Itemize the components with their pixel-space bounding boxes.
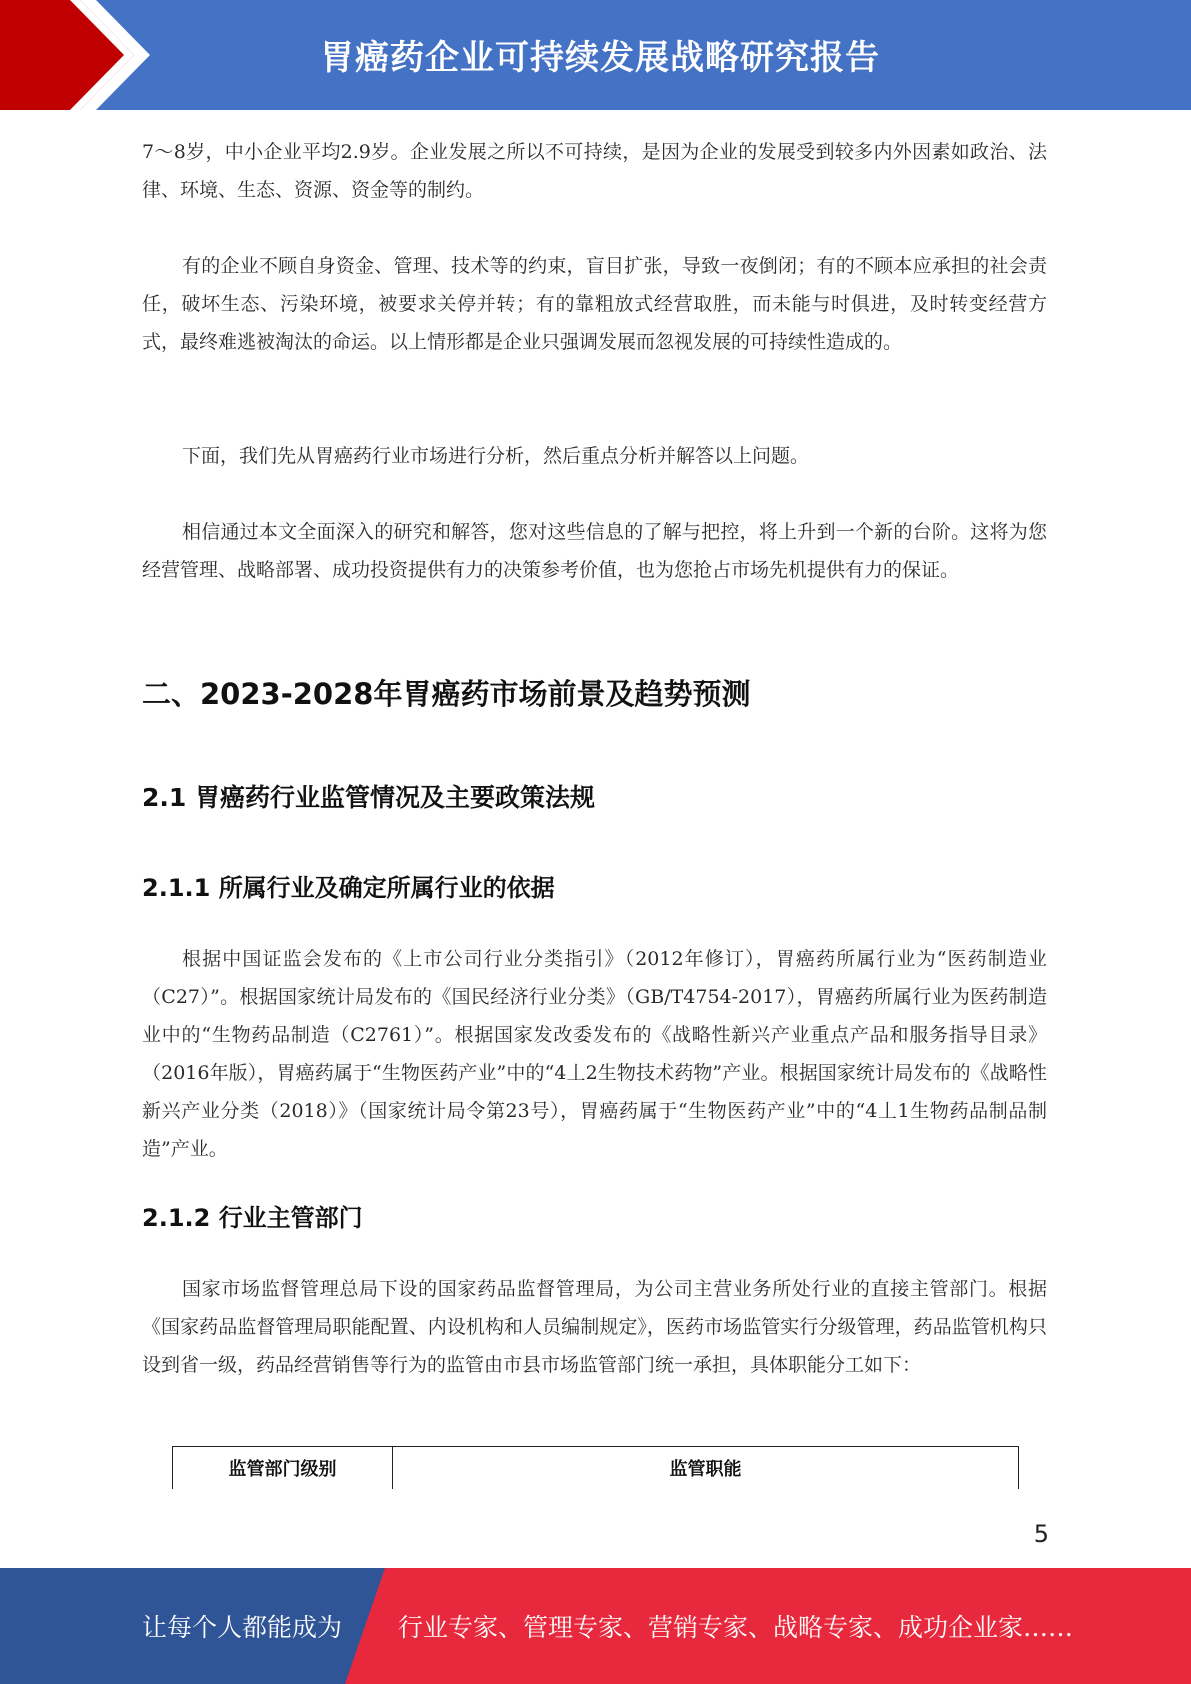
subsection-title: 2.1.2 行业主管部门 xyxy=(142,1204,363,1232)
regulation-table xyxy=(172,1446,1019,1489)
footer-slogan-left: 让每个人都能成为 xyxy=(142,1613,343,1642)
intro-paragraph-2 xyxy=(142,247,1047,361)
page-header xyxy=(0,0,1191,110)
paragraph-text: 相信通过本文全面深入的研究和解答，您对这些信息的了解与把控，将上升到一个新的台阶。这将为您经营管理、战略部署、成功投资提供有力的决策参考价值，也为您抢占市场先机提供有力的保证。 xyxy=(142,521,1047,581)
paragraph-text: 下面，我们先从胃癌药行业市场进行分析，然后重点分析并解答以上问题。 xyxy=(182,445,810,467)
page-number: 5 xyxy=(1033,1520,1049,1548)
paragraph-2-1-1 xyxy=(142,940,1047,1168)
paragraph-text: 7～8岁，中小企业平均2.9岁。企业发展之所以不可持续，是因为企业的发展受到较多内外因素如政治、法律、环境、生态、资源、资金等的制约。 xyxy=(142,141,1047,201)
page-footer xyxy=(0,1568,1191,1684)
intro-paragraph-4 xyxy=(142,513,1047,589)
intro-paragraph-3 xyxy=(142,437,1047,475)
subsection-heading-2-1-2 xyxy=(142,1198,1047,1233)
intro-paragraph-1 xyxy=(142,133,1047,209)
paragraph-text: 根据中国证监会发布的《上市公司行业分类指引》（2012年修订），胃癌药所属行业为“医药制造业（C27）”。根据国家统计局发布的《国民经济行业分类》（GB/T4754-2017），胃癌药所属行业为医药制造业中的“生物药品制造（C2761）”。根据国家发改委发布的《战略性新兴产业重点产品和服务指导目录》（2016年版），胃癌药属于“生物医药产业”中的“4丄2生物技术药物”产业。根据国家统计局发布的《战略性新兴产业分类（2018）》（国家统计局令第23号），胃癌药属于“生物医药产业”中的“4丄1生物药品制品制造”产业。 xyxy=(142,948,1047,1160)
table-header-row xyxy=(173,1447,1019,1490)
report-title: 胃癌药企业可持续发展战略研究报告 xyxy=(320,38,880,78)
table-header-level: 监管部门级别 xyxy=(173,1447,393,1490)
section-heading-2 xyxy=(142,672,1047,713)
subsection-heading-2-1-1 xyxy=(142,868,1047,903)
paragraph-2-1-2 xyxy=(142,1270,1047,1384)
subsection-title: 2.1 胃癌药行业监管情况及主要政策法规 xyxy=(142,783,595,812)
subsection-title: 2.1.1 所属行业及确定所属行业的依据 xyxy=(142,874,555,902)
table-header-function: 监管职能 xyxy=(393,1447,1019,1490)
subsection-heading-2-1 xyxy=(142,778,1047,814)
paragraph-text: 有的企业不顾自身资金、管理、技术等的约束，盲目扩张，导致一夜倒闭；有的不顾本应承担的社会责任，破坏生态、污染环境，被要求关停并转；有的靠粗放式经营取胜，而未能与时俱进，及时转变经营方式，最终难逃被淘汰的命运。以上情形都是企业只强调发展而忽视发展的可持续性造成的。 xyxy=(142,255,1047,353)
footer-slogan-right: 行业专家、管理专家、营销专家、战略专家、成功企业家…… xyxy=(398,1613,1074,1642)
paragraph-text: 国家市场监督管理总局下设的国家药品监督管理局，为公司主营业务所处行业的直接主管部门。根据《国家药品监督管理局职能配置、内设机构和人员编制规定》，医药市场监管实行分级管理，药品监管机构只设到省一级，药品经营销售等行为的监管由市县市场监管部门统一承担，具体职能分工如下： xyxy=(142,1278,1047,1376)
section-title: 二、2023-2028年胃癌药市场前景及趋势预测 xyxy=(142,677,751,711)
